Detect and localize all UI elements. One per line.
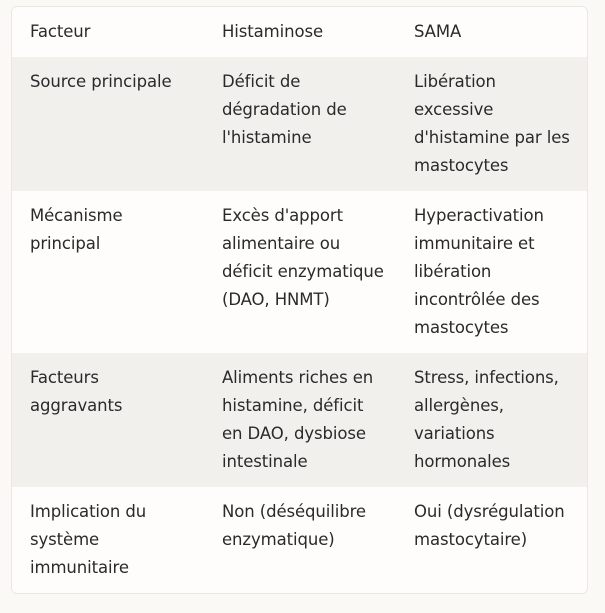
row-implication-sama: Oui (dysrégulation mastocytaire) xyxy=(414,502,565,549)
row-mecanisme-sama: Hyperactivation immunitaire et libération incontrôlée des mastocytes xyxy=(414,206,544,337)
header-facteur: Facteur xyxy=(30,22,91,41)
row-implication-label: Implication du système immunitaire xyxy=(30,502,147,577)
row-mecanisme-histaminose: Excès d'apport alimentaire ou déficit enzymatique (DAO, HNMT) xyxy=(222,206,384,309)
table-row xyxy=(12,487,587,593)
row-source-histaminose: Déficit de dégradation de l'histamine xyxy=(222,72,347,147)
row-source-label: Source principale xyxy=(30,72,172,91)
row-facteurs-label: Facteurs aggravants xyxy=(30,368,123,415)
comparison-table-container xyxy=(11,6,588,594)
row-implication-histaminose: Non (déséquilibre enzymatique) xyxy=(222,502,366,549)
row-facteurs-sama: Stress, infections, allergènes, variations hormonales xyxy=(414,368,559,471)
table-row xyxy=(12,353,587,487)
header-histaminose: Histaminose xyxy=(222,22,324,41)
table-row xyxy=(12,57,587,191)
row-mecanisme-label: Mécanisme principal xyxy=(30,206,123,253)
comparison-table xyxy=(12,7,587,593)
header-sama: SAMA xyxy=(414,22,462,41)
row-source-sama: Libération excessive d'histamine par les mastocytes xyxy=(414,72,570,175)
row-facteurs-histaminose: Aliments riches en histamine, déficit en DAO, dysbiose intestinale xyxy=(222,368,374,471)
table-header-row xyxy=(12,7,587,57)
table-row xyxy=(12,191,587,353)
